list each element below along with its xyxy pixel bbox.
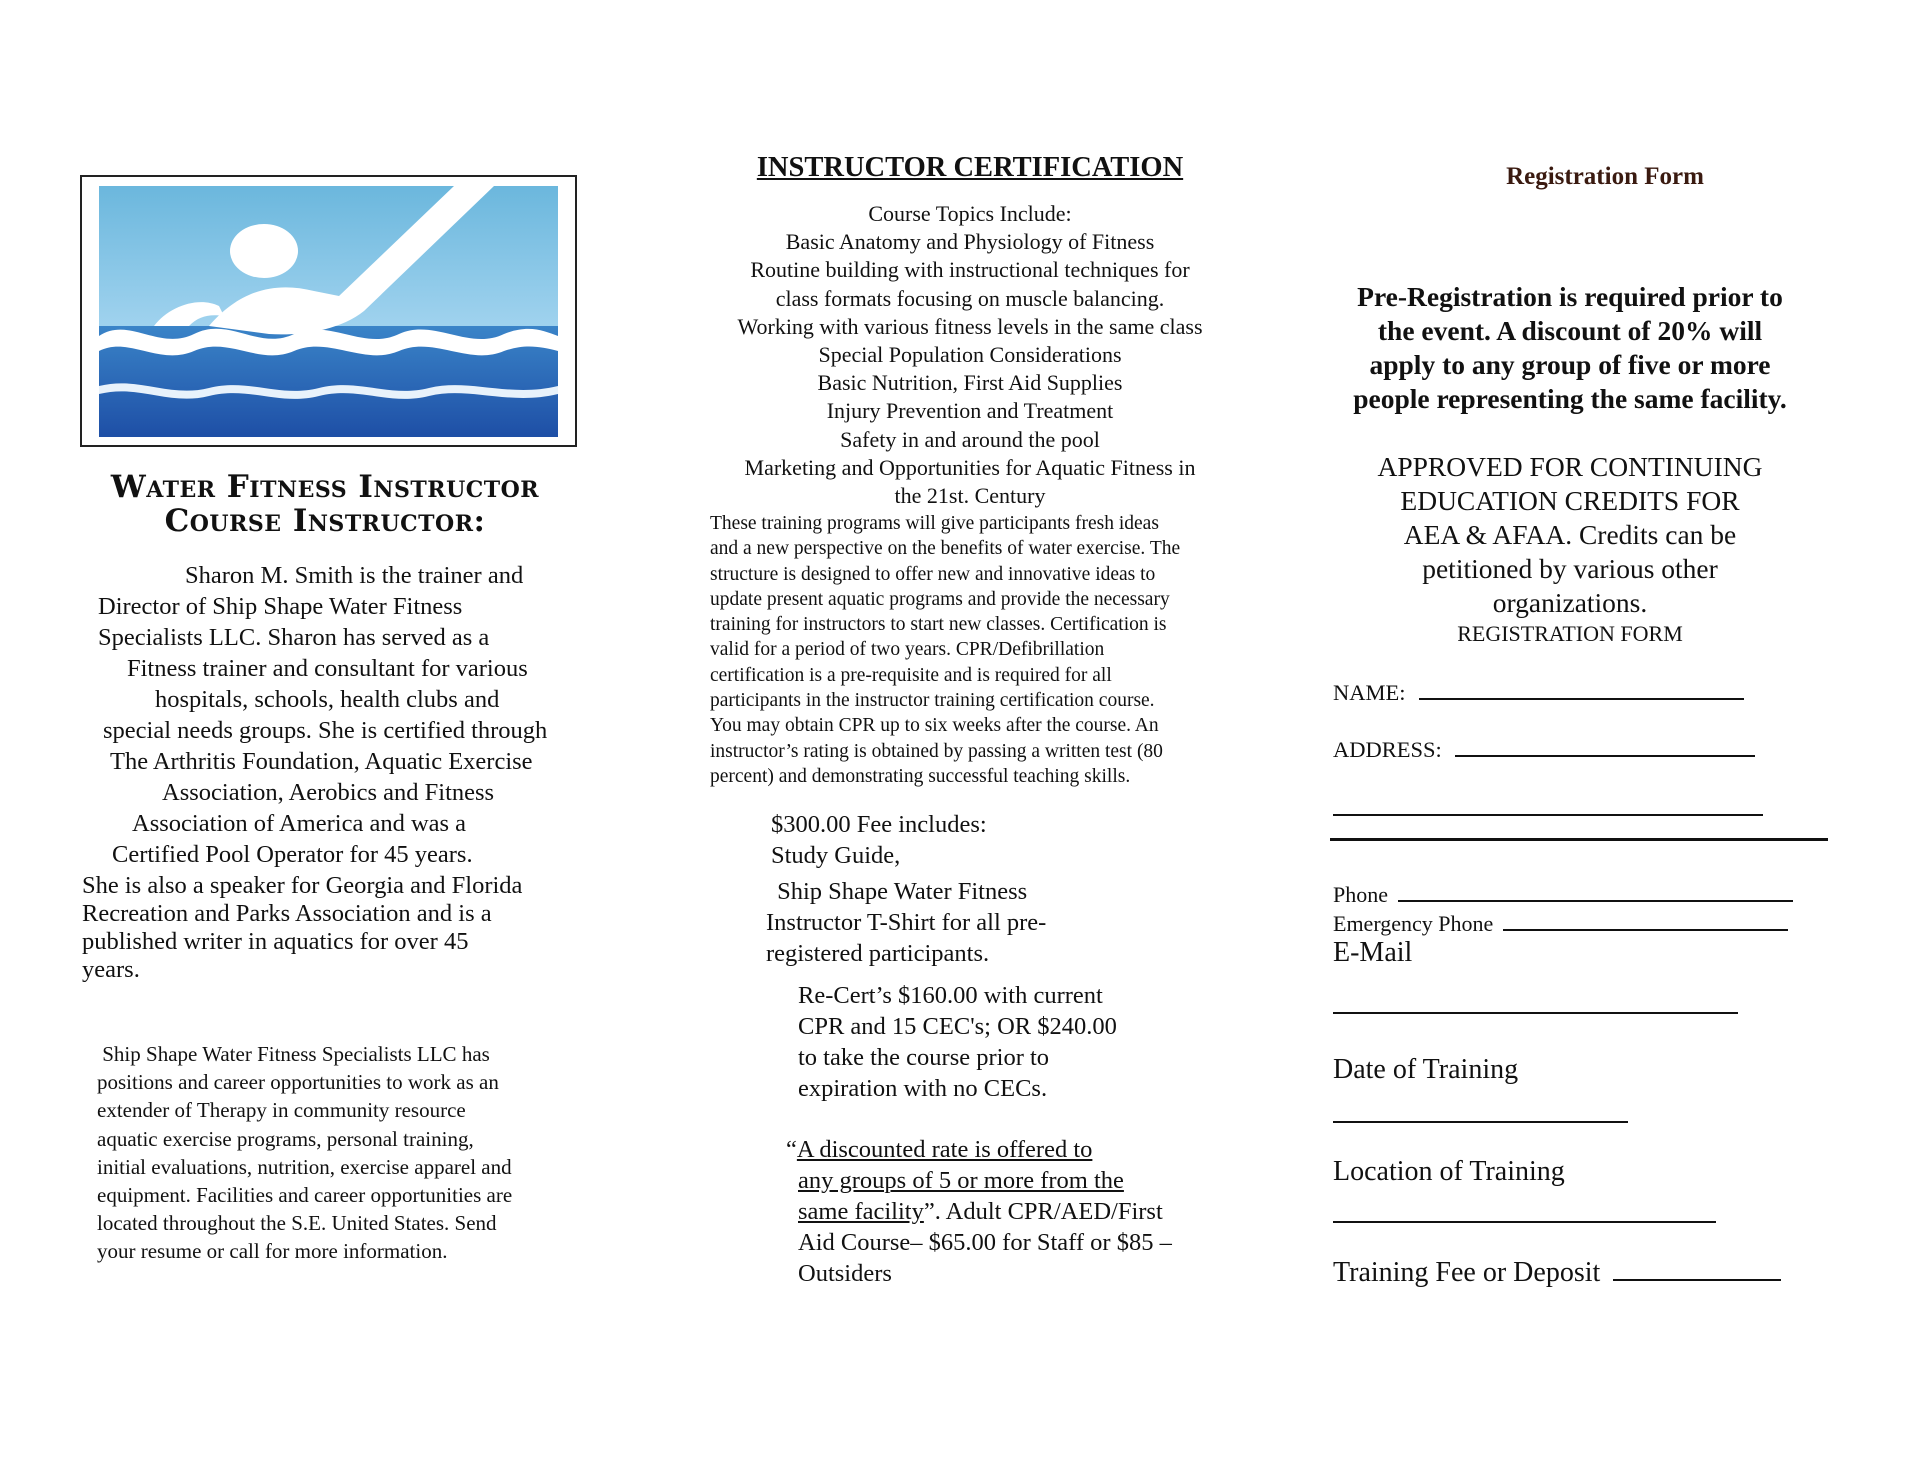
emergency-phone-blank[interactable] — [1503, 929, 1788, 931]
prereg-line: Pre-Registration is required prior to — [1357, 281, 1783, 312]
bio-line: special needs groups. She is certified through — [103, 717, 548, 744]
topic-line: Marketing and Opportunities for Aquatic Fitness in — [744, 454, 1196, 480]
recert-line: to take the course prior to — [798, 1044, 1050, 1071]
bio-line: hospitals, schools, health clubs and — [155, 686, 500, 713]
program-line: and a new perspective on the benefits of water exercise. The — [710, 538, 1181, 560]
approved-line: APPROVED FOR CONTINUING — [1377, 451, 1763, 482]
group-discount-block — [786, 1134, 1226, 1289]
training-fee-field[interactable] — [1333, 1257, 1781, 1289]
date-of-training-blank[interactable] — [1333, 1121, 1628, 1123]
phone-field[interactable] — [1333, 882, 1793, 908]
quote-mark: “ — [786, 1136, 797, 1163]
heading-line: Water Fitness Instructor — [110, 469, 540, 505]
phone-label: Phone — [1333, 882, 1388, 907]
swimmer-logo — [99, 186, 558, 437]
recert-line: Re-Cert’s $160.00 with current — [798, 982, 1103, 1009]
approved-line: AEA & AFAA. Credits can be — [1403, 519, 1737, 550]
program-line: update present aquatic programs and provide the necessary — [710, 588, 1170, 610]
prereg-line: people representing the same facility. — [1353, 383, 1787, 414]
course-instructor-heading — [75, 470, 575, 538]
company-line: initial evaluations, nutrition, exercise apparel and — [97, 1154, 512, 1179]
program-line: percent) and demonstrating successful teaching skills. — [710, 765, 1131, 787]
program-line: instructor’s rating is obtained by passing a written test (80 — [710, 740, 1163, 762]
discount-underlined: any groups of 5 or more from the — [798, 1167, 1124, 1194]
program-line: certification is a pre-requisite and is required for all — [710, 664, 1112, 686]
emergency-phone-field[interactable] — [1333, 911, 1788, 937]
location-of-training-label: Location of Training — [1333, 1156, 1565, 1187]
fee-line: registered participants. — [766, 940, 990, 967]
approved-credits — [1340, 450, 1800, 620]
company-line: aquatic exercise programs, personal training, — [97, 1126, 474, 1151]
program-description — [710, 511, 1255, 789]
bio-line: Director of Ship Shape Water Fitness — [98, 593, 463, 620]
topic-line: Basic Anatomy and Physiology of Fitness — [785, 229, 1155, 255]
bio2-line: years. — [82, 956, 140, 983]
company-line: extender of Therapy in community resource — [97, 1098, 466, 1123]
email-blank[interactable] — [1333, 1012, 1738, 1014]
bio-line: The Arthritis Foundation, Aquatic Exercise — [110, 748, 533, 775]
company-line: equipment. Facilities and career opportunities are — [97, 1183, 513, 1208]
address-field[interactable] — [1333, 737, 1755, 763]
program-line: valid for a period of two years. CPR/Defibrillation — [710, 639, 1105, 661]
prereg-line: apply to any group of five or more — [1369, 349, 1771, 380]
approved-line: petitioned by various other — [1422, 553, 1718, 584]
recert-block — [798, 980, 1198, 1104]
heading-line: Course Instructor: — [164, 503, 486, 539]
program-line: training for instructors to start new classes. Certification is — [710, 614, 1167, 636]
bio2-line: published writer in aquatics for over 45 — [82, 928, 469, 955]
discount-underlined: A discounted rate is offered to — [796, 1136, 1093, 1163]
bio2-line: Recreation and Parks Association and is a — [82, 900, 492, 927]
program-line: participants in the instructor training certification course. — [710, 690, 1155, 712]
address-label: ADDRESS: — [1333, 737, 1442, 762]
date-of-training-label: Date of Training — [1333, 1054, 1519, 1085]
topic-line: Working with various fitness levels in the same class — [737, 313, 1203, 339]
company-line: your resume or call for more information. — [97, 1239, 448, 1264]
discount-line: Outsiders — [798, 1260, 892, 1287]
company-line: positions and career opportunities to work as an — [97, 1070, 499, 1095]
address-line-2[interactable] — [1333, 814, 1763, 816]
fee-line: Instructor T-Shirt for all pre- — [766, 909, 1047, 936]
fee-line: Study Guide, — [771, 842, 901, 869]
program-line: These training programs will give participants fresh ideas — [710, 513, 1159, 534]
training-fee-label: Training Fee or Deposit — [1333, 1257, 1601, 1288]
topic-line: Injury Prevention and Treatment — [826, 398, 1114, 424]
bio-line: Association, Aerobics and Fitness — [162, 779, 495, 806]
prereg-line: the event. A discount of 20% will — [1377, 315, 1763, 346]
company-line: located throughout the S.E. United States. Send — [97, 1211, 497, 1236]
topic-line: Special Population Considerations — [818, 342, 1122, 368]
topic-line: Course Topics Include: — [868, 201, 1072, 226]
divider-rule — [1330, 838, 1828, 841]
phone-blank[interactable] — [1398, 900, 1793, 902]
name-blank[interactable] — [1419, 698, 1744, 700]
logo-frame — [80, 175, 577, 447]
address-blank[interactable] — [1455, 755, 1755, 757]
registration-form-caption: REGISTRATION FORM — [1457, 621, 1683, 646]
discount-line: Aid Course– $65.00 for Staff or $85 – — [798, 1229, 1172, 1256]
recert-line: expiration with no CECs. — [798, 1075, 1048, 1102]
fee-line: $300.00 Fee includes: — [771, 811, 987, 838]
recert-line: CPR and 15 CEC's; OR $240.00 — [798, 1013, 1117, 1040]
training-fee-blank[interactable] — [1613, 1279, 1781, 1281]
approved-line: organizations. — [1492, 587, 1648, 618]
discount-text: ”. Adult CPR/AED/First — [923, 1198, 1163, 1225]
bio2-line: She is also a speaker for Georgia and Florida — [82, 872, 523, 899]
program-line: You may obtain CPR up to six weeks after the course. An — [710, 715, 1159, 737]
approved-line: EDUCATION CREDITS FOR — [1400, 485, 1740, 516]
registration-title: Registration Form — [1506, 163, 1704, 190]
bio-line: Sharon M. Smith is the trainer and — [185, 562, 524, 589]
topic-line: Routine building with instructional techniques for — [750, 257, 1190, 283]
company-line: Ship Shape Water Fitness Specialists LLC has — [97, 1042, 490, 1066]
discount-underlined: same facility — [798, 1198, 924, 1225]
topic-line: class formats focusing on muscle balancing. — [775, 285, 1165, 311]
emergency-phone-label: Emergency Phone — [1333, 911, 1494, 936]
email-label: E-Mail — [1333, 937, 1413, 968]
certification-heading: INSTRUCTOR CERTIFICATION — [756, 152, 1184, 183]
location-of-training-blank[interactable] — [1333, 1221, 1716, 1223]
fee-line: Ship Shape Water Fitness — [771, 878, 1028, 905]
bio-line: Association of America and was a — [132, 810, 467, 837]
company-paragraph — [97, 1040, 617, 1266]
topic-line: the 21st. Century — [894, 483, 1046, 509]
name-label: NAME: — [1333, 680, 1406, 705]
bio-line: Fitness trainer and consultant for various — [127, 655, 528, 682]
bio-line: Specialists LLC. Sharon has served as a — [98, 624, 490, 651]
bio-line: Certified Pool Operator for 45 years. — [112, 841, 473, 868]
preregistration-notice — [1320, 280, 1820, 416]
speaker-paragraph — [82, 872, 602, 984]
program-line: structure is designed to offer new and innovative ideas to — [710, 563, 1156, 585]
name-field[interactable] — [1333, 680, 1744, 706]
topic-line: Basic Nutrition, First Aid Supplies — [817, 370, 1123, 396]
course-topics — [700, 200, 1240, 510]
topic-line: Safety in and around the pool — [840, 426, 1100, 452]
